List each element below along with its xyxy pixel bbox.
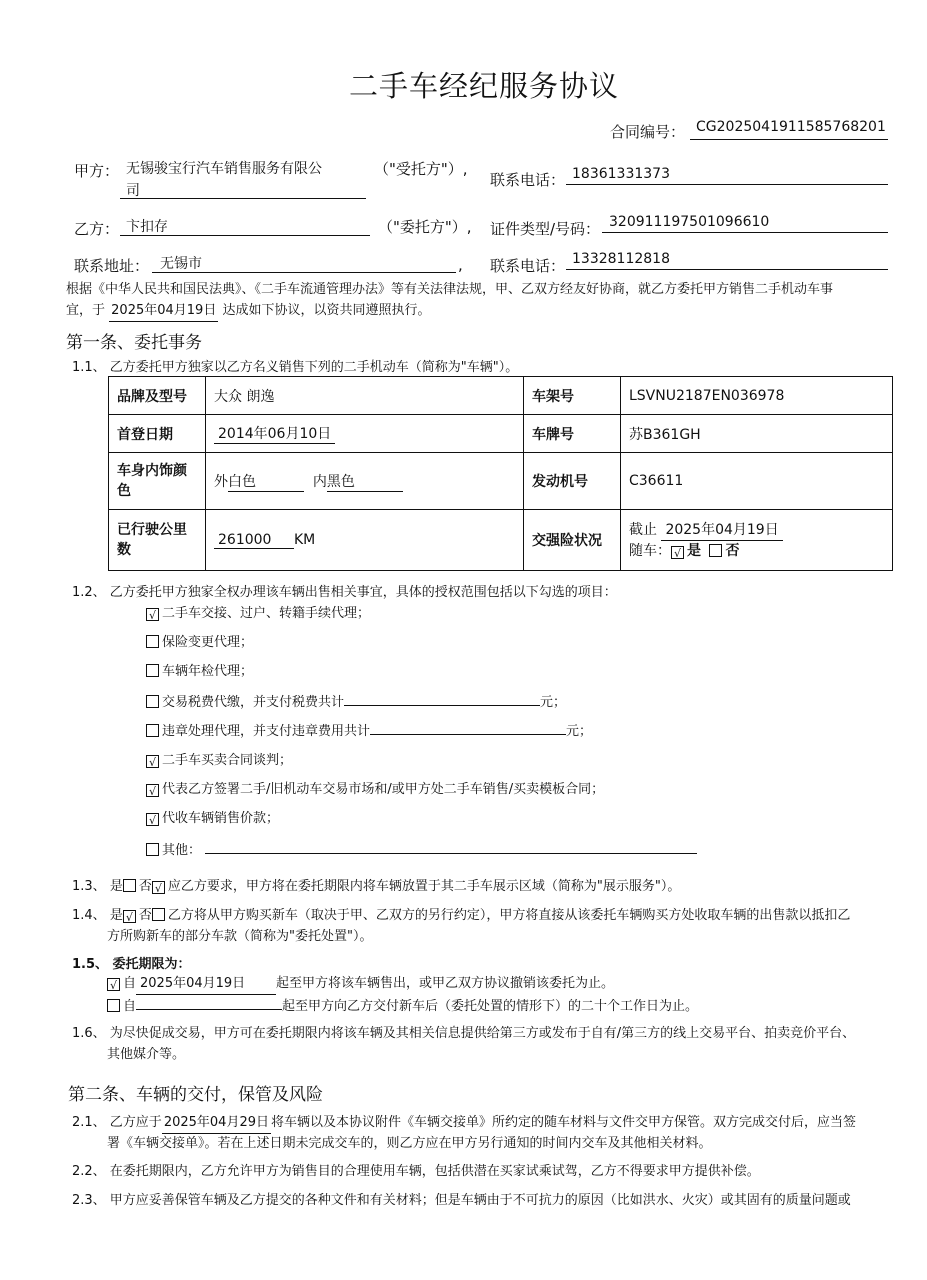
clause-1-6: 1.6、 为尽快促成交易，甲方可在委托期限内将该车辆及其相关信息提供给第三方或发布于自有/第三方的线上交易平台、拍卖竞价平台、 [72, 1026, 856, 1041]
list-item: √ 代表乙方签署二手/旧机动车交易市场和/或甲方处二手车销售/买卖模板合同； [146, 779, 604, 800]
party-b-addr-underline [152, 272, 456, 273]
checkbox[interactable]: √ [146, 608, 159, 621]
term-start-date: 2025年04月19日 [136, 973, 276, 995]
party-b-role: （"委托方"）, [378, 218, 472, 236]
list-item: 其他： [146, 838, 697, 861]
vehicle-table [108, 376, 893, 571]
checkbox[interactable]: √ [146, 813, 159, 826]
clause-1-5-title: 1.5、 委托期限为： [72, 957, 191, 972]
delivery-date: 2025年04月29日 [162, 1112, 271, 1134]
party-b-id: 320911197501096610 [609, 214, 770, 230]
party-a-label: 甲方： [74, 162, 120, 180]
insurance-date: 2025年04月19日 [661, 520, 782, 541]
party-b-addr-label: 联系地址： [74, 257, 150, 275]
color-label: 车身内饰颜 色 [109, 453, 206, 510]
contract-no-value: CG2025041911585768201 [696, 119, 886, 135]
vin-value: LSVNU2187EN036978 [621, 377, 893, 415]
party-b-phone-label: 联系电话： [490, 257, 566, 275]
party-a-phone-underline [566, 184, 888, 185]
c13-no-checkbox[interactable]: √ [152, 881, 165, 894]
contract-no-underline [690, 139, 888, 140]
color-cell: 外白色 内黑色 [206, 453, 524, 510]
plate-label: 车牌号 [524, 415, 621, 453]
checkbox[interactable]: √ [146, 784, 159, 797]
mileage-value: 261000 [214, 532, 294, 549]
section2-title: 第二条、车辆的交付，保管及风险 [68, 1085, 323, 1105]
insurance-label: 交强险状况 [524, 510, 621, 571]
vin-label: 车架号 [524, 377, 621, 415]
checkbox[interactable] [146, 664, 159, 677]
party-a-role: （"受托方"）, [374, 160, 468, 178]
engine-value: C36611 [621, 453, 893, 510]
c13-yes-checkbox[interactable] [123, 879, 136, 892]
clause-2-1-line2: 署《车辆交接单》。若在上述日期未完成交车的，则乙方应在甲方另行通知的时间内交车及其他相关材料。 [107, 1136, 712, 1151]
clause-1-3: 1.3、 是 否 √ 应乙方要求，甲方将在委托期限内将车辆放置于其二手车展示区域（简称为"展示服务"）。 [72, 879, 681, 895]
c14-no-checkbox[interactable] [152, 908, 165, 921]
checkbox[interactable] [146, 635, 159, 648]
list-item: 交易税费代缴，并支付税费共计 元； [146, 690, 566, 713]
clause-1-1: 1.1、 乙方委托甲方独家以乙方名义销售下列的二手机动车（简称为"车辆"）。 [72, 360, 519, 375]
checkbox[interactable] [146, 843, 159, 856]
clause-1-2: 1.2、 乙方委托甲方独家全权办理该车辆出售相关事宜，具体的授权范围包括以下勾选的项目： [72, 585, 617, 600]
table-row [109, 415, 893, 453]
insurance-cell: 截止 2025年04月19日 随车： √ 是 否 [621, 510, 893, 571]
mileage-label: 已行驶公里 数 [109, 510, 206, 571]
list-item: 违章处理代理，并支付违章费用共计 元； [146, 719, 592, 742]
c14-yes-checkbox[interactable]: √ [123, 910, 136, 923]
insurance-yes-checkbox[interactable]: √ [671, 546, 684, 559]
checkbox[interactable] [146, 724, 159, 737]
clause-2-1: 2.1、 乙方应于 2025年04月29日 将车辆以及本协议附件《车辆交接单》所约定的随车材料与文件交甲方保管。双方完成交付后，应当签 [72, 1112, 856, 1134]
term-option-1: √ 自 2025年04月19日 起至甲方将该车辆售出，或甲乙双方协议撤销该委托为止。 [107, 973, 614, 995]
checkbox[interactable] [146, 695, 159, 708]
party-b-addr-comma: , [458, 256, 463, 274]
brand-label: 品牌及型号 [109, 377, 206, 415]
intro-line2: 宜，于 2025年04月19日 达成如下协议，以资共同遵照执行。 [66, 300, 430, 322]
party-b-phone-underline [566, 269, 888, 270]
list-item: √ 二手车买卖合同谈判； [146, 750, 292, 771]
clause-1-4: 1.4、 是 √ 否 乙方将从甲方购买新车（取决于甲、乙双方的另行约定），甲方将直接从该委托车辆购买方处收取车辆的出售款以抵扣乙 [72, 908, 851, 924]
clause-2-2: 2.2、 在委托期限内，乙方允许甲方为销售目的合理使用车辆，包括供潜在买家试乘试驾，乙方不得要求甲方提供补偿。 [72, 1164, 760, 1179]
list-item: 车辆年检代理； [146, 661, 253, 682]
party-b-underline [120, 235, 370, 236]
party-a-phone: 18361331373 [572, 166, 670, 182]
clause-1-4-line2: 方所购新车的部分车款（简称为"委托处置"）。 [107, 929, 373, 944]
intro-line1: 根据《中华人民共和国民法典》、《二手车流通管理办法》等有关法律法规，甲、乙双方经友好协商，就乙方委托甲方销售二手机动车事 [66, 282, 834, 297]
party-b-name: 卞扣存 [126, 219, 168, 235]
party-a-name-line1: 无锡骏宝行汽车销售服务有限公 [126, 161, 322, 177]
term-option-2: 自 起至甲方向乙方交付新车后（委托处置的情形下）的二十个工作日为止。 [107, 994, 698, 1017]
reg-date-value: 2014年06月10日 [214, 423, 335, 444]
brand-value: 大众 朗逸 [206, 377, 524, 415]
contract-no-label: 合同编号： [610, 123, 686, 141]
term-option-2-checkbox[interactable] [107, 999, 120, 1012]
party-b-id-underline [602, 232, 888, 233]
interior-color: 黑色 [327, 471, 403, 492]
party-b-phone: 13328112818 [572, 251, 670, 267]
party-b-addr: 无锡市 [160, 256, 202, 272]
table-row [109, 377, 893, 415]
party-a-name-line2: 司 [126, 183, 140, 199]
table-row [109, 510, 893, 571]
party-b-label: 乙方： [74, 220, 120, 238]
term-option-1-checkbox[interactable]: √ [107, 978, 120, 991]
list-item: √ 二手车交接、过户、转籍手续代理； [146, 603, 370, 624]
party-b-id-label: 证件类型/号码： [490, 220, 601, 238]
plate-value: 苏B361GH [621, 415, 893, 453]
party-a-phone-label: 联系电话： [490, 171, 566, 189]
list-item: √ 代收车辆销售价款； [146, 808, 279, 829]
section1-title: 第一条、委托事务 [66, 333, 202, 353]
mileage-cell: 261000 KM [206, 510, 524, 571]
party-a-underline [120, 198, 366, 199]
clause-2-3: 2.3、 甲方应妥善保管车辆及乙方提交的各种文件和有关材料；但是车辆由于不可抗力的原因（比如洪水、火灾）或其固有的质量问题或 [72, 1193, 851, 1208]
engine-label: 发动机号 [524, 453, 621, 510]
reg-date-label: 首登日期 [109, 415, 206, 453]
intro-date: 2025年04月19日 [109, 300, 218, 322]
exterior-color: 白色 [228, 471, 304, 492]
insurance-no-checkbox[interactable] [709, 544, 722, 557]
table-row [109, 453, 893, 510]
checkbox[interactable]: √ [146, 755, 159, 768]
list-item: 保险变更代理； [146, 632, 253, 653]
clause-1-6-line2: 其他媒介等。 [107, 1047, 186, 1062]
page-title: 二手车经纪服务协议 [349, 69, 620, 103]
reg-date-cell [206, 415, 524, 453]
